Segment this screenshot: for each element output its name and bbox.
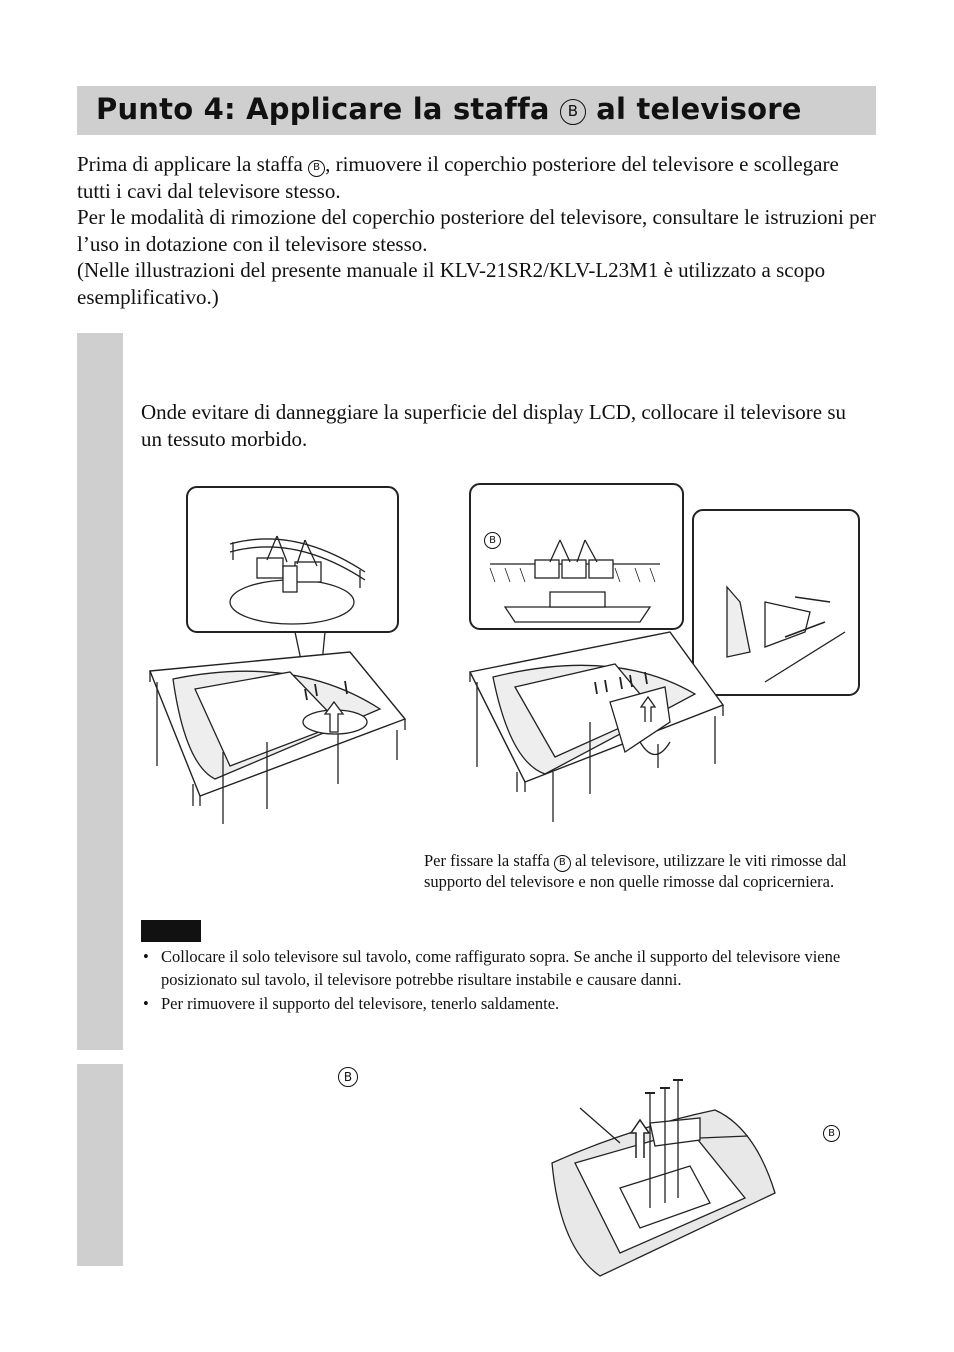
intro-paragraph: Per le modalità di rimozione del coperchio posteriore del televisore, consultare le istruzioni per l’uso in dotazione con il televisore stesso. [77, 205, 876, 256]
step-2-b-mark: B [338, 1067, 358, 1087]
circled-letter-icon: B [308, 160, 325, 177]
intro-text [77, 151, 877, 310]
title-text-end: al televisore [585, 92, 802, 126]
hinge-cover-illustration [465, 482, 865, 827]
circled-letter-icon: B [554, 855, 571, 872]
note-label-box [141, 920, 201, 942]
notes-list [141, 946, 881, 1018]
step-2-sidebar [77, 1064, 123, 1266]
title-text: Punto 4: Applicare la staffa [96, 92, 560, 126]
note-item: • Collocare il solo televisore sul tavolo, come raffigurato sopra. Se anche il supporto del televisore viene posizionato sul tavolo, il televisore potrebbe risultare instabile e causare danni. [141, 946, 881, 991]
circled-letter-icon: B [560, 99, 586, 125]
figure-b-mark: B [823, 1125, 840, 1142]
step-1-sidebar [77, 333, 123, 1050]
note-item: • Per rimuovere il supporto del televisore, tenerlo saldamente. [141, 993, 881, 1016]
intro-paragraph: Prima di applicare la staffa B , rimuovere il coperchio posteriore del televisore e scollegare tutti i cavi dal televisore stesso. [77, 152, 839, 203]
stand-removal-illustration [145, 484, 410, 829]
figure-b-mark: B [484, 532, 501, 549]
step-1-text: Onde evitare di danneggiare la superficie del display LCD, collocare il televisore su un tessuto morbido. [141, 400, 846, 451]
section-header [77, 86, 876, 135]
bracket-attach-illustration [540, 1068, 780, 1280]
screw-caption: Per fissare la staffa B al televisore, utilizzare le viti rimosse dal supporto del televisore e non quelle rimosse dal copricerniera. [424, 851, 847, 891]
page-title [96, 92, 802, 126]
intro-paragraph: (Nelle illustrazioni del presente manuale il KLV-21SR2/KLV-L23M1 è utilizzato a scopo esemplificativo.) [77, 258, 826, 309]
